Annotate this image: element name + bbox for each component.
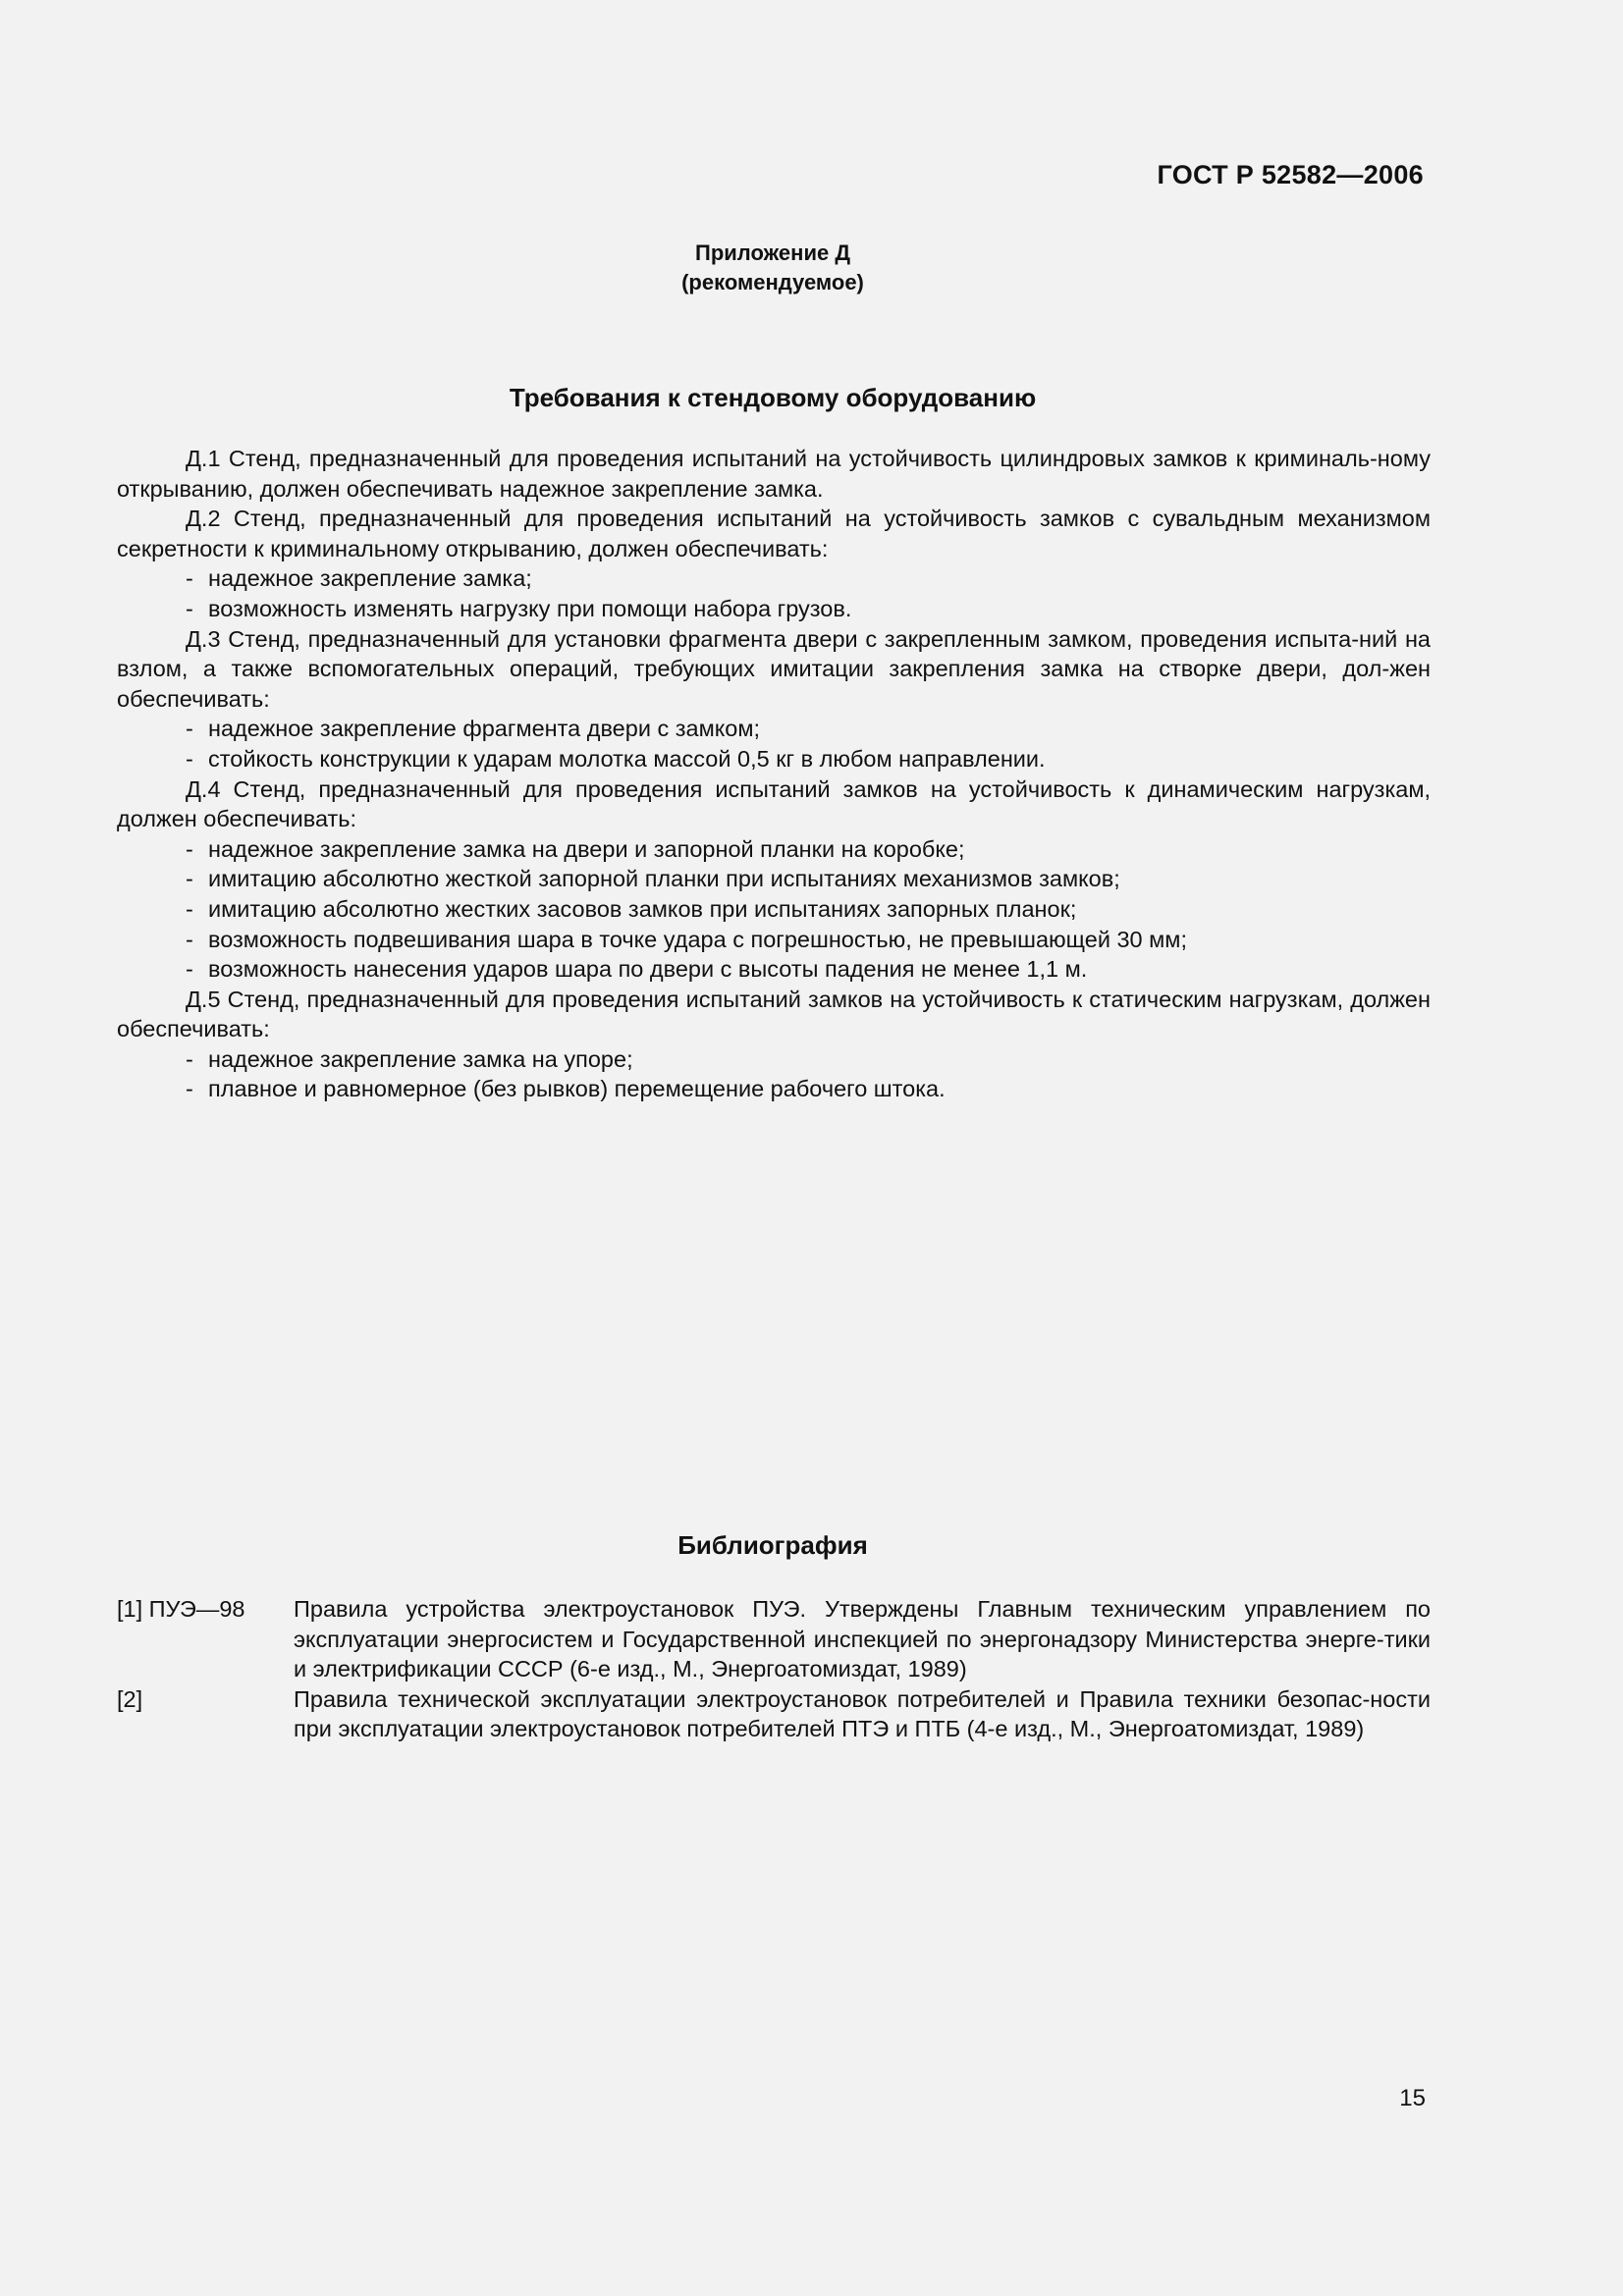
dash-marker: - xyxy=(186,1045,193,1072)
dash-marker: - xyxy=(186,595,193,621)
bibliography-entry xyxy=(117,1594,1431,1684)
list-item: - стойкость конструкции к ударам молотка массой 0,5 кг в любом направлении. xyxy=(117,744,1431,774)
dash-marker: - xyxy=(186,895,193,922)
dash-marker: - xyxy=(186,926,193,952)
bibliography-text: Правила устройства электроустановок ПУЭ. Утверждены Главным техническим управлением по эксплуатации энергосистем и Государственной инспекцией по энергонадзору Министерства энерге-тики и электрификации СССР (6-е изд., М., Энергоатомиздат, 1989) xyxy=(294,1596,1431,1682)
list-item: - возможность изменять нагрузку при помощи набора грузов. xyxy=(117,594,1431,624)
dash-marker: - xyxy=(186,835,193,862)
list-item: - имитацию абсолютно жестких засовов замков при испытаниях запорных планок; xyxy=(117,894,1431,925)
appendix-title: Приложение Д xyxy=(695,240,850,265)
dash-marker: - xyxy=(186,716,193,742)
paragraph-d2: Д.2 Стенд, предназначенный для проведения испытаний на устойчивость замков с сувальдным механизмом секретности к криминальному открыванию, должен обеспечивать: xyxy=(117,506,1431,561)
list-item: - надежное закрепление замка на упоре; xyxy=(117,1044,1431,1075)
list-item: - возможность подвешивания шара в точке удара с погрешностью, не превышающей 30 мм; xyxy=(117,925,1431,955)
dash-marker: - xyxy=(186,956,193,983)
paragraph-d1: Д.1 Стенд, предназначенный для проведения испытаний на устойчивость цилиндровых замков к криминаль-ному открыванию, должен обеспечивать надежное закрепление замка. xyxy=(117,446,1431,502)
dash-marker: - xyxy=(186,866,193,892)
appendix-heading xyxy=(0,239,1545,297)
dash-marker: - xyxy=(186,1076,193,1102)
bibliography-list xyxy=(117,1594,1431,1744)
document-code: ГОСТ Р 52582—2006 xyxy=(1157,160,1424,189)
bibliography-ref: [2] xyxy=(117,1685,143,1712)
requirements-title: Требования к стендовому оборудованию xyxy=(509,383,1037,412)
list-item: - надежное закрепление фрагмента двери с замком; xyxy=(117,714,1431,744)
appendix-subtitle: (рекомендуемое) xyxy=(681,270,864,294)
bibliography-entry xyxy=(117,1684,1431,1744)
dash-marker: - xyxy=(186,745,193,772)
list-item: - надежное закрепление замка на двери и запорной планки на коробке; xyxy=(117,834,1431,865)
bibliography-ref: [1] ПУЭ—98 xyxy=(117,1596,245,1622)
bibliography-text: Правила технической эксплуатации электроустановок потребителей и Правила техники безопас-ности при эксплуатации электроустановок потребителей ПТЭ и ПТБ (4-е изд., М., Энергоатомиздат, 1989) xyxy=(294,1685,1431,1742)
bibliography-title: Библиография xyxy=(677,1530,868,1560)
page-number: 15 xyxy=(1399,2085,1426,2111)
list-item: - имитацию абсолютно жесткой запорной планки при испытаниях механизмов замков; xyxy=(117,864,1431,894)
requirements-body xyxy=(117,444,1431,1104)
paragraph-d5: Д.5 Стенд, предназначенный для проведения испытаний замков на устойчивость к статическим нагрузкам, должен обеспечивать: xyxy=(117,986,1431,1042)
list-item: - надежное закрепление замка; xyxy=(117,563,1431,594)
dash-marker: - xyxy=(186,565,193,592)
list-item: - плавное и равномерное (без рывков) перемещение рабочего штока. xyxy=(117,1074,1431,1104)
paragraph-d3: Д.3 Стенд, предназначенный для установки фрагмента двери с закрепленным замком, проведения испыта-ний на взлом, а также вспомогательных операций, требующих имитации закрепления замка на створке двери, дол-жен обеспечивать: xyxy=(117,625,1431,712)
list-item: - возможность нанесения ударов шара по двери с высоты падения не менее 1,1 м. xyxy=(117,954,1431,985)
paragraph-d4: Д.4 Стенд, предназначенный для проведения испытаний замков на устойчивость к динамическим нагрузкам, должен обеспечивать: xyxy=(117,775,1431,832)
